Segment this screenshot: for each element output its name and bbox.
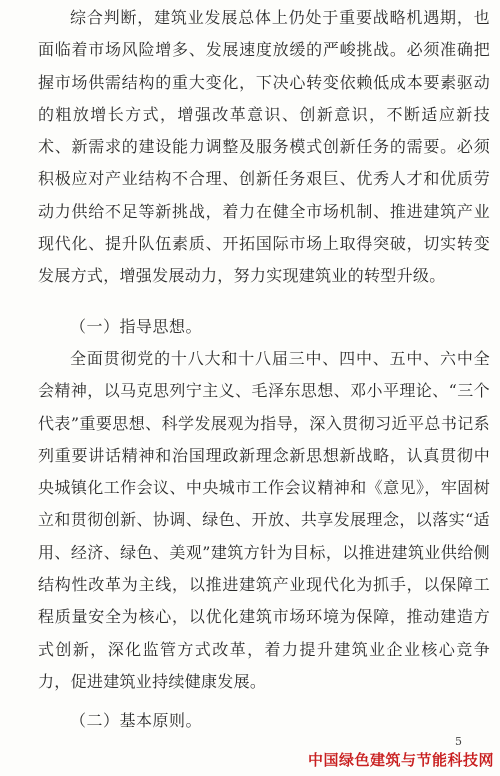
body-paragraph: 全面贯彻党的十八大和十八届三中、四中、五中、六中全会精神，以马克思列宁主义、毛泽东思想、邓小平理论、“三个代表”重要思想、科学发展观为指导，深入贯彻习近平总书记系列重要讲话精神和治国理政新理念新思想新战略，认真贯彻中央城镇化工作会议、中央城市工作会议精神和《意见》，牢固树立和贯彻创新、协调、绿色、开放、共享发展理念，以落实“适用、经济、绿色、美观”建筑方针为目标，以推进建筑业供给侧结构性改革为主线，以推进建筑产业现代化为抓手，以保障工程质量安全为核心，以优化建筑市场环境为保障，推动建造方式创新，深化监管方式改革，着力提升建筑业企业核心竞争力，促进建筑业持续健康发展。 — [38, 349, 490, 691]
section-heading: （二）基本原则。 — [70, 711, 203, 730]
page-number: 5 — [455, 735, 462, 748]
body-paragraph: 综合判断，建筑业发展总体上仍处于重要战略机遇期，也面临着市场风险增多、发展速度放缓的严峻挑战。必须准确把握市场供需结构的重大变化，下决心转变依赖低成本要素驱动的粗放增长方式，增强改革意识、创新意识，不断适应新技术、新需求的建设能力调整及服务模式创新任务的需要。必须积极应对产业结构不合理、创新任务艰巨、优秀人才和优质劳动力供给不足等新挑战，着力在健全市场机制、推进建筑产业现代化、提升队伍素质、开拓国际市场上取得突破，切实转变发展方式，增强发展动力，努力实现建筑业的转型升级。 — [38, 8, 490, 286]
section-heading: （一）指导思想。 — [70, 317, 203, 336]
site-watermark: 中国绿色建筑与节能科技网 — [307, 751, 494, 769]
